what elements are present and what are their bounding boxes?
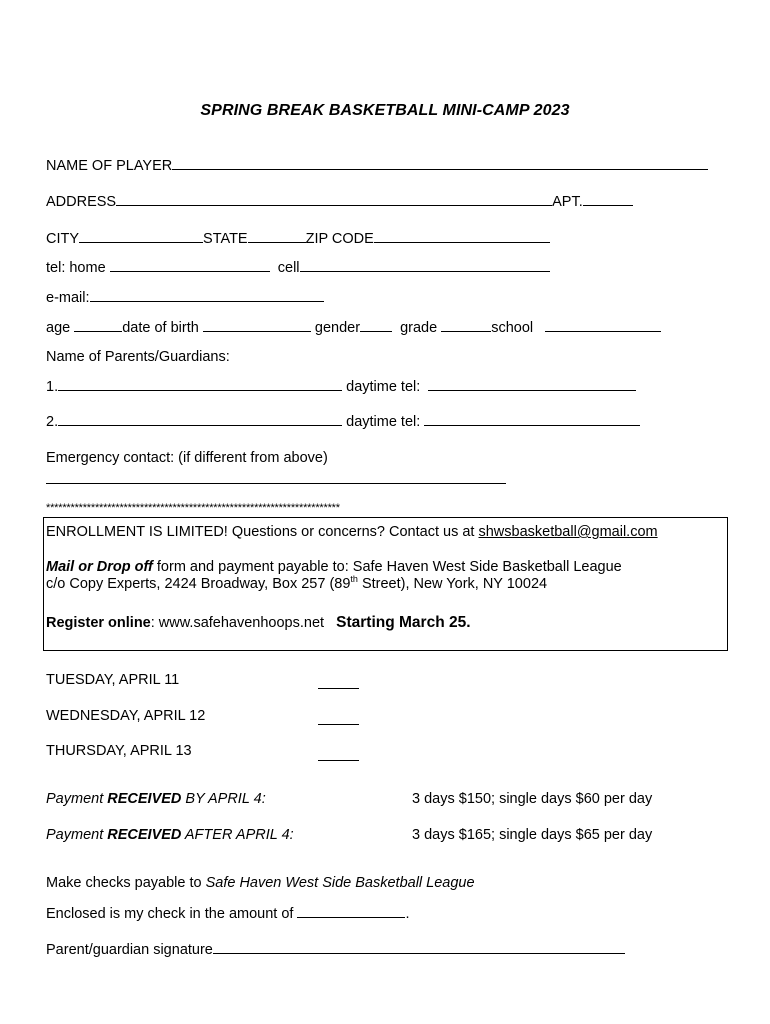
parent-2-tel-label: daytime tel: — [346, 414, 421, 430]
enclosed-label: Enclosed is my check in the amount of — [46, 906, 294, 922]
parent-1-tel-field[interactable] — [428, 377, 636, 391]
parent-1-label: 1. — [46, 379, 59, 395]
mail-label: Mail or Drop off — [46, 559, 153, 575]
contact-email-link[interactable]: shwsbasketball@gmail.com — [478, 524, 658, 540]
age-label: age — [46, 320, 71, 336]
email-label: e-mail: — [46, 290, 90, 306]
signature-field[interactable] — [213, 940, 625, 954]
enclosed-amount-field[interactable] — [297, 904, 405, 918]
tel-home-label: tel: home — [46, 260, 106, 276]
day-checkbox-wednesday[interactable] — [318, 711, 359, 725]
address-field[interactable] — [116, 192, 552, 206]
zip-field[interactable] — [374, 229, 550, 243]
address-part-b: Street), New York, NY 10024 — [357, 576, 548, 592]
grade-label: grade — [400, 320, 438, 336]
day-label-wednesday: WEDNESDAY, APRIL 12 — [46, 708, 206, 724]
emergency-label: Emergency contact: (if different from above) — [46, 450, 328, 466]
checks-text: Make checks payable to — [46, 875, 206, 891]
gender-label: gender — [314, 320, 361, 336]
dob-label: date of birth — [122, 320, 199, 336]
player-name-label: NAME OF PLAYER — [46, 158, 173, 174]
gender-field[interactable] — [360, 318, 392, 332]
payment-late-suffix: AFTER APRIL 4: — [181, 827, 294, 843]
city-label: CITY — [46, 231, 80, 247]
school-field[interactable] — [545, 318, 661, 332]
register-label: Register online — [46, 615, 151, 631]
emergency-field[interactable] — [46, 470, 506, 484]
enrollment-text: ENROLLMENT IS LIMITED! Questions or concerns? Contact us at — [46, 524, 479, 540]
apt-field[interactable] — [583, 192, 633, 206]
zip-label: ZIP CODE — [305, 231, 374, 247]
city-row — [46, 229, 550, 248]
signature-label: Parent/guardian signature — [46, 942, 213, 958]
email-field[interactable] — [90, 288, 324, 302]
day-row-thursday — [318, 747, 359, 766]
parent-1-field[interactable] — [58, 377, 342, 391]
payment-late-price: 3 days $165; single days $65 per day — [412, 827, 653, 843]
payment-late-prefix: Payment — [46, 827, 108, 843]
city-field[interactable] — [79, 229, 203, 243]
tel-row — [46, 258, 550, 277]
cell-field[interactable] — [300, 258, 550, 272]
parent-1-row — [46, 377, 636, 396]
form-title: SPRING BREAK BASKETBALL MINI-CAMP 2023 — [200, 102, 570, 119]
player-name-field[interactable] — [172, 156, 708, 170]
mail-text: form and payment payable to: Safe Haven West Side Basketball League — [152, 559, 622, 575]
parent-2-row — [46, 412, 640, 431]
signature-row — [46, 940, 625, 959]
age-field[interactable] — [74, 318, 122, 332]
age-row — [46, 318, 661, 337]
register-line — [46, 614, 471, 632]
email-row — [46, 288, 324, 307]
day-label-tuesday: TUESDAY, APRIL 11 — [46, 672, 180, 688]
mail-address — [46, 575, 547, 593]
notice-box — [43, 517, 728, 651]
dob-field[interactable] — [203, 318, 311, 332]
mail-line — [46, 558, 622, 576]
state-label: STATE — [203, 231, 248, 247]
payment-early-price: 3 days $150; single days $60 per day — [412, 791, 653, 807]
parent-1-tel-label: daytime tel: — [346, 379, 421, 395]
payment-early-label — [46, 790, 266, 808]
checks-payee: Safe Haven West Side Basketball League — [205, 875, 475, 891]
enclosed-period: . — [405, 906, 410, 922]
parents-heading: Name of Parents/Guardians: — [46, 349, 230, 365]
enrollment-notice — [46, 523, 658, 541]
starting-date: Starting March 25. — [336, 614, 471, 631]
day-checkbox-thursday[interactable] — [318, 747, 359, 761]
day-label-thursday: THURSDAY, APRIL 13 — [46, 743, 192, 759]
day-row-tuesday — [318, 675, 359, 694]
address-row — [46, 192, 633, 211]
enclosed-row — [46, 904, 410, 923]
parent-2-tel-field[interactable] — [424, 412, 640, 426]
payment-late-label — [46, 826, 294, 844]
register-url[interactable]: : www.safehavenhoops.net — [150, 615, 325, 631]
state-field[interactable] — [248, 229, 306, 243]
address-sup: th — [350, 574, 358, 585]
separator-stars: ************************************************************************ — [46, 502, 340, 514]
player-name-row — [46, 156, 708, 175]
payment-early-received: RECEIVED — [107, 791, 182, 807]
checks-line — [46, 874, 475, 892]
parent-2-label: 2. — [46, 414, 59, 430]
parent-2-field[interactable] — [58, 412, 342, 426]
emergency-row — [46, 470, 506, 489]
day-row-wednesday — [318, 711, 359, 730]
school-label: school — [491, 320, 534, 336]
payment-late-received: RECEIVED — [107, 827, 182, 843]
payment-early-suffix: BY APRIL 4: — [181, 791, 266, 807]
cell-label: cell — [277, 260, 300, 276]
address-part-a: c/o Copy Experts, 2424 Broadway, Box 257 (89 — [46, 576, 351, 592]
apt-label: APT. — [552, 194, 583, 210]
tel-home-field[interactable] — [110, 258, 270, 272]
grade-field[interactable] — [441, 318, 491, 332]
address-label: ADDRESS — [46, 194, 117, 210]
day-checkbox-tuesday[interactable] — [318, 675, 359, 689]
payment-early-prefix: Payment — [46, 791, 108, 807]
